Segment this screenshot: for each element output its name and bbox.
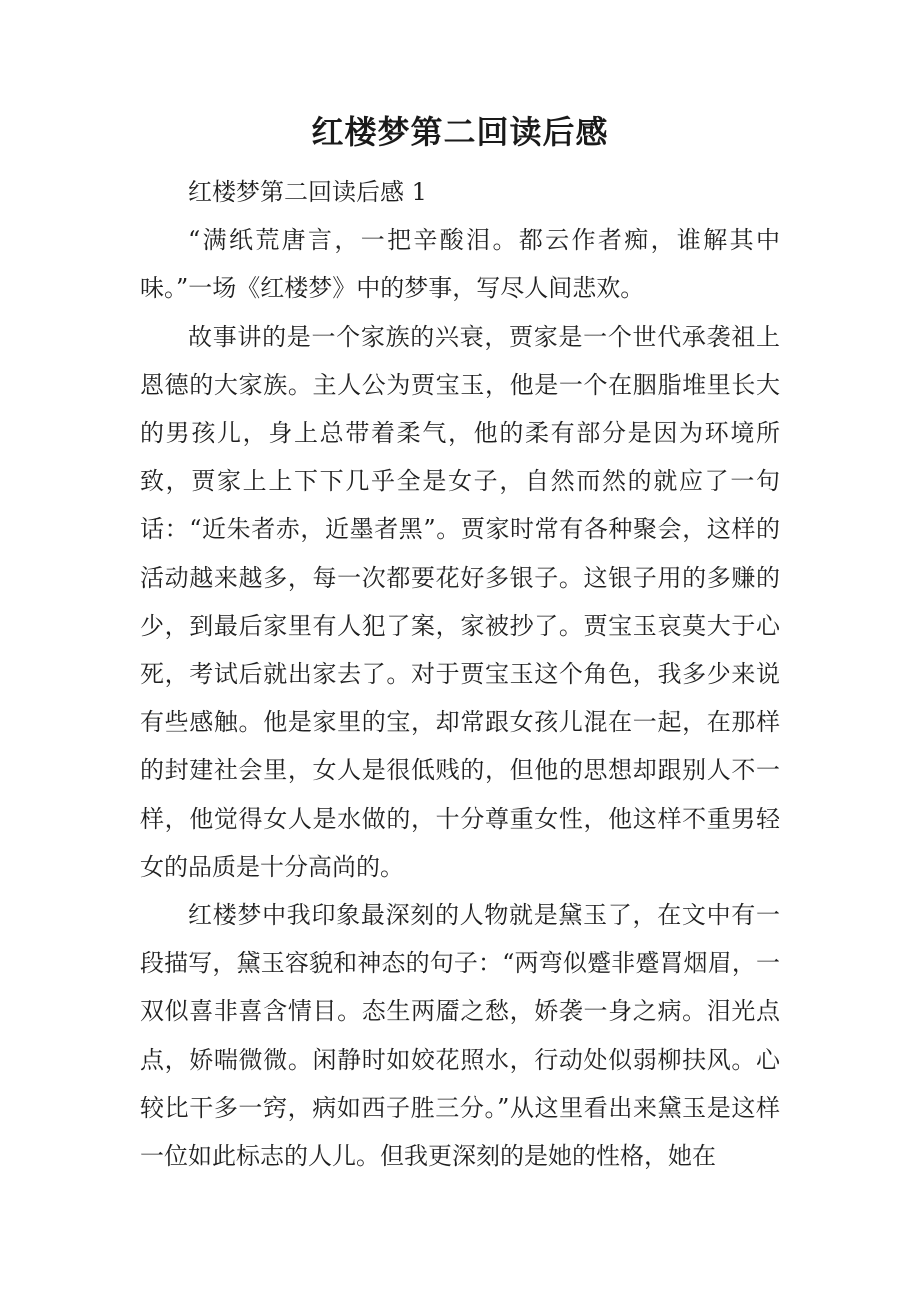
- paragraph-daiyu: 红楼梦中我印象最深刻的人物就是黛玉了，在文中有一段描写，黛玉容貌和神态的句子：“两弯似蹙非蹙罥烟眉，一双似喜非喜含情目。态生两靥之愁，娇袭一身之病。泪光点点，娇喘微微。闲静时如姣花照水，行动处似弱柳扶风。心较比干多一窍，病如西子胜三分。”从这里看出来黛玉是这样一位如此标志的人儿。但我更深刻的是她的性格，她在: [140, 901, 780, 1171]
- paragraph-story: 故事讲的是一个家族的兴衰，贾家是一个世代承袭祖上恩德的大家族。主人公为贾宝玉，他是一个在胭脂堆里长大的男孩儿，身上总带着柔气，他的柔有部分是因为环境所致，贾家上上下下几乎全是女子，自然而然的就应了一句话：“近朱者赤，近墨者黑”。贾家时常有各种聚会，这样的活动越来越多，每一次都要花好多银子。这银子用的多赚的少，到最后家里有人犯了案，家被抄了。贾宝玉哀莫大于心死，考试后就出家去了。对于贾宝玉这个角色，我多少来说有些感触。他是家里的宝，却常跟女孩儿混在一起，在那样的封建社会里，女人是很低贱的，但他的思想却跟别人不一样，他觉得女人是水做的，十分尊重女性，他这样不重男轻女的品质是十分高尚的。: [140, 322, 780, 881]
- document-title: 红楼梦第二回读后感: [311, 113, 609, 151]
- section-heading: 红楼梦第二回读后感 1: [188, 178, 427, 206]
- document-body: [140, 168, 780, 1180]
- paragraph-intro: “满纸荒唐言，一把辛酸泪。都云作者痴，谁解其中味。”一场《红楼梦》中的梦事，写尽人间悲欢。: [140, 226, 780, 303]
